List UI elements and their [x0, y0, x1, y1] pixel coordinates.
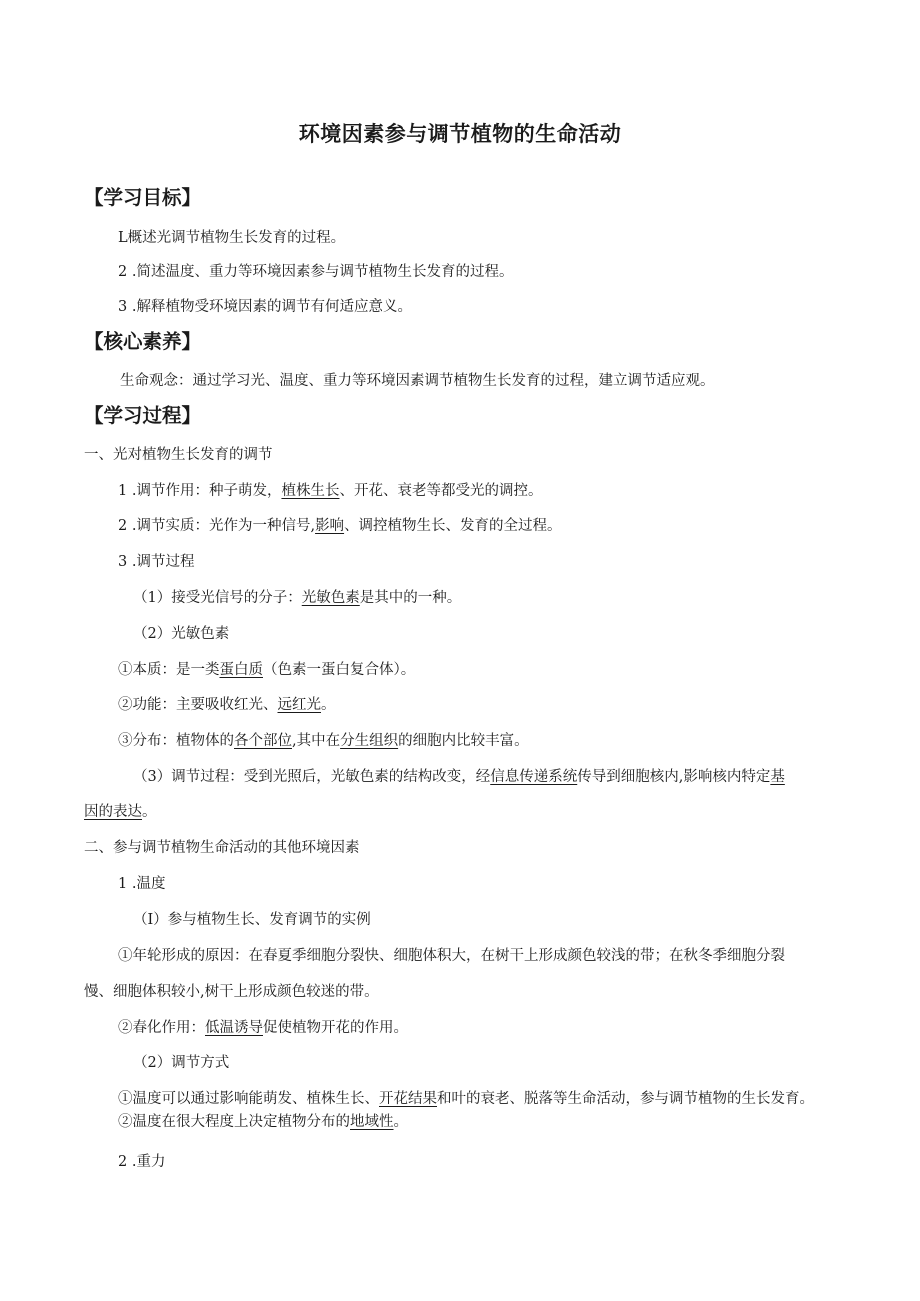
phytochrome-nature: [118, 660, 415, 680]
answer-blank: 蛋白质: [219, 662, 263, 678]
annual-ring-text-cont: 慢、细胞体积较小,树干上形成颜色较迷的带。: [84, 984, 379, 1000]
answer-blank: 光敏色素: [301, 590, 360, 606]
annual-ring-text: ①年轮形成的原因：在春夏季细胞分裂快、细胞体积大，在树干上形成颜色较浅的带；在秋冬季细胞分裂: [118, 948, 785, 964]
vernalization-text: [118, 1018, 408, 1038]
text: ③分布：植物体的: [118, 733, 234, 749]
text: 2 .调节实质：光作为一种信号,: [118, 518, 316, 534]
answer-blank: 影响: [315, 518, 345, 534]
goal-item-2: 2 .简述温度、重力等环境因素参与调节植物生长发育的过程。: [118, 264, 514, 280]
goal-item-1: L概述光调节植物生长发育的过程。: [118, 230, 346, 246]
text: 。: [393, 1114, 408, 1130]
answer-blank: 分生组织: [340, 733, 399, 749]
text: ,其中在: [292, 733, 341, 749]
answer-blank: 植株生长: [281, 483, 340, 499]
light-regulation-steps: [133, 767, 785, 787]
temperature-heading: 1 .温度: [118, 876, 166, 892]
text: 。: [142, 804, 157, 820]
answer-blank: 开花结果: [379, 1091, 437, 1107]
light-regulation-essence: [118, 516, 562, 536]
answer-blank: 远红光: [277, 697, 321, 713]
answer-blank: 基: [770, 769, 785, 785]
phytochrome-function: [118, 695, 336, 715]
text: （1）接受光信号的分子：: [133, 590, 302, 606]
text: 1 .调节作用：种子萌发，: [118, 483, 282, 499]
phytochrome-distribution: [118, 731, 529, 751]
text: ①温度可以通过影响能萌发、植株生长、: [118, 1091, 379, 1107]
phytochrome-subtitle: （2）光敏色素: [133, 626, 230, 642]
core-literacy-heading: 【核心素养】: [84, 330, 202, 353]
learning-goals-heading: 【学习目标】: [84, 186, 202, 209]
learning-process-heading: 【学习过程】: [84, 404, 202, 427]
text: （3）调节过程：受到光照后，光敏色素的结构改变，经: [133, 769, 491, 785]
temperature-examples-subtitle: （I）参与植物生长、发育调节的实例: [133, 912, 371, 928]
text: 促使植物开花的作用。: [263, 1020, 408, 1036]
text: 和叶的衰老、脱落等生命活动，参与调节植物的生长发育。: [437, 1091, 814, 1107]
light-regulation-effect: [118, 481, 542, 501]
core-literacy-text: 生命观念：通过学习光、温度、重力等环境因素调节植物生长发育的过程，建立调节适应观。: [120, 373, 715, 389]
text: 的细胞内比较丰富。: [398, 733, 529, 749]
temperature-mode-1: [118, 1089, 814, 1109]
regulation-mode-subtitle: （2）调节方式: [133, 1055, 230, 1071]
text: 、开花、衰老等都受光的调控。: [339, 483, 543, 499]
temperature-mode-2: [118, 1112, 408, 1132]
text: （色素一蛋白复合体）。: [263, 662, 416, 678]
light-signal-receptor: [133, 588, 461, 608]
text: 是其中的一种。: [359, 590, 462, 606]
gravity-heading: 2 .重力: [118, 1154, 166, 1170]
text: 。: [321, 697, 336, 713]
answer-blank: 各个部位: [234, 733, 292, 749]
section-2-title: 二、参与调节植物生命活动的其他环境因素: [84, 840, 360, 856]
answer-blank: 低温诱导: [205, 1020, 263, 1036]
text: ②温度在很大程度上决定植物分布的: [118, 1114, 350, 1130]
text: 传导到细胞核内,影响核内特定: [577, 769, 771, 785]
light-regulation-process: 3 .调节过程: [118, 554, 195, 570]
answer-blank: 信息传递系统: [490, 769, 578, 785]
answer-blank: 地域性: [350, 1114, 394, 1130]
answer-blank: 因的表达: [84, 804, 142, 820]
text: ②春化作用：: [118, 1020, 205, 1036]
goal-item-3: 3 .解释植物受环境因素的调节有何适应意义。: [118, 299, 412, 315]
page-title: 环境因素参与调节植物的生命活动: [298, 122, 622, 146]
text: 、调控植物生长、发育的全过程。: [344, 518, 562, 534]
text: ①本质：是一类: [118, 662, 220, 678]
text: ②功能：主要吸收红光、: [118, 697, 278, 713]
section-1-title: 一、光对植物生长发育的调节: [84, 447, 273, 463]
light-regulation-steps-cont: [84, 802, 157, 822]
